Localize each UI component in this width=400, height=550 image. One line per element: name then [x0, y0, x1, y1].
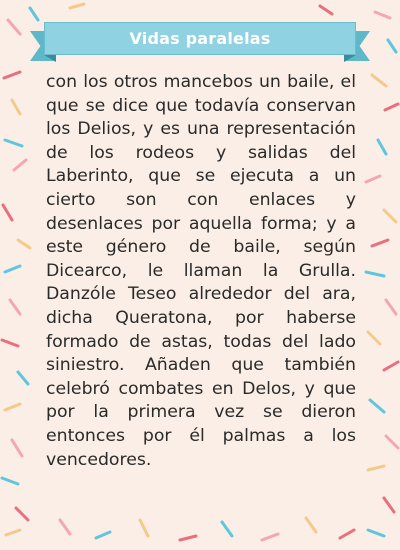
confetti-piece	[368, 530, 384, 536]
confetti-piece	[12, 440, 22, 456]
confetti-piece	[3, 205, 12, 220]
confetti-piece	[2, 340, 18, 346]
confetti-piece	[2, 478, 18, 484]
confetti-piece	[5, 266, 20, 272]
confetti-piece	[384, 498, 394, 512]
confetti-piece	[388, 40, 396, 52]
confetti-piece	[368, 332, 380, 344]
confetti-piece	[368, 466, 384, 470]
confetti-piece	[386, 436, 398, 448]
confetti-piece	[60, 520, 70, 534]
banner-ribbon	[44, 22, 356, 55]
confetti-piece	[386, 300, 396, 314]
confetti-piece	[366, 272, 384, 276]
confetti-piece	[140, 520, 148, 536]
confetti-piece	[6, 530, 20, 535]
confetti-piece	[18, 240, 30, 248]
confetti-piece	[372, 240, 388, 246]
confetti-piece	[5, 140, 22, 146]
confetti-piece	[384, 362, 398, 370]
confetti-piece	[4, 72, 20, 78]
confetti-piece	[180, 536, 196, 540]
confetti-piece	[385, 104, 398, 110]
confetti-piece	[12, 100, 20, 114]
confetti-piece	[96, 532, 110, 538]
confetti-piece	[30, 8, 38, 20]
confetti-piece	[372, 75, 386, 86]
confetti-piece	[366, 176, 380, 182]
confetti-piece	[262, 534, 278, 540]
confetti-piece	[18, 372, 28, 384]
confetti-piece	[10, 300, 20, 314]
body-paragraph: con los otros mancebos un baile, el que se dice que todavía conservan los Delios, y es una representación de los rodeos y salidas del Laberinto, que se ejecuta a un cierto son con enlaces y desenlaces por aquella forma; y a este género de baile, según Dicearco, le llaman la Grulla. Danzóle Teseo alrededor del ara, dicha Queratona, por haberse formado de astas, todas del lado siniestro. Añaden que también celebró combates en Delos, y que por la primera vez se dieron entonces por él palmas a los vencedores.	[46, 72, 356, 470]
confetti-piece	[16, 508, 28, 520]
confetti-piece	[8, 20, 20, 34]
confetti-piece	[222, 522, 232, 536]
confetti-piece	[375, 12, 390, 18]
confetti-piece	[378, 140, 386, 154]
confetti-piece	[14, 160, 26, 170]
confetti-piece	[370, 400, 384, 412]
page-title: Vidas paralelas	[129, 29, 271, 48]
confetti-piece	[384, 210, 396, 222]
confetti-piece	[306, 518, 316, 532]
confetti-piece	[320, 6, 332, 14]
title-banner	[30, 22, 370, 62]
confetti-piece	[70, 4, 84, 8]
confetti-piece	[340, 530, 354, 538]
confetti-piece	[5, 404, 20, 410]
